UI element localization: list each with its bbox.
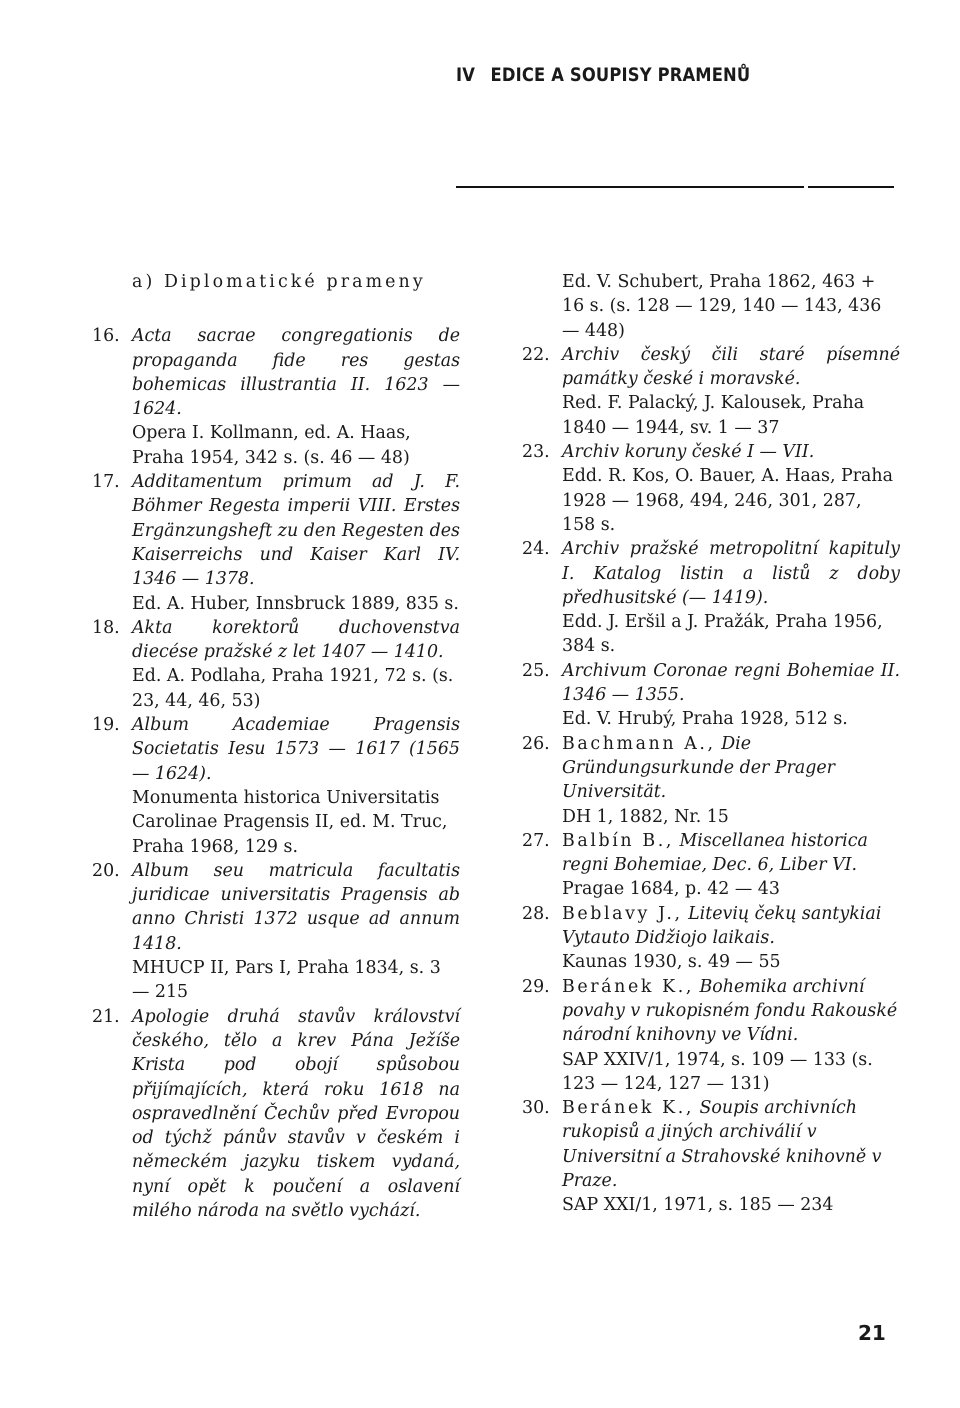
entry-title: Album Academiae Pragensis Societatis Iesu 1573 — 1617 (1565 — 1624). <box>132 715 460 784</box>
entry-number: 24. <box>522 539 550 560</box>
header-rule <box>456 186 804 188</box>
entry-number: 16. <box>92 326 120 347</box>
bibliography-entry <box>522 659 900 732</box>
bibliography-entry <box>522 343 900 440</box>
right-column <box>522 270 900 1218</box>
header-rule-end <box>808 186 894 188</box>
entry-imprint: MHUCP II, Pars I, Praha 1834, s. 3 — 215 <box>132 958 441 1003</box>
entry-author: Balbín B., <box>562 830 674 851</box>
entry-imprint-continued: Ed. V. Schubert, Praha 1862, 463 + 16 s. (s. 128 — 129, 140 — 143, 436 — 448) <box>562 272 882 341</box>
running-header <box>456 64 750 86</box>
entry-number: 30. <box>522 1098 550 1119</box>
entry-title: Archivum Coronae regni Bohemiae II. 1346 — 1355. <box>562 660 900 706</box>
entry-imprint: Opera I. Kollmann, ed. A. Haas, Praha 1954, 342 s. (s. 46 — 48) <box>132 423 411 468</box>
entry-number: 27. <box>522 830 550 851</box>
entry-title: Additamentum primum ad J. F. Böhmer Regesta imperii VIII. Erstes Ergänzungsheft zu den Regesten des Kaiserreichs und Kaiser Karl IV. 1346 — 1378. <box>132 472 460 590</box>
bibliography-entry <box>522 440 900 537</box>
entry-author: Bachmann A., <box>562 733 716 754</box>
section-heading: a) Diplomatické prameny <box>132 272 426 292</box>
entry-imprint: Red. F. Palacký, J. Kalousek, Praha 1840 — 1944, sv. 1 — 37 <box>562 393 865 438</box>
entry-imprint: Ed. V. Hrubý, Praha 1928, 512 s. <box>562 709 848 730</box>
entry-imprint: DH 1, 1882, Nr. 15 <box>562 806 729 827</box>
entry-body <box>562 829 900 878</box>
entry-title: Soupis archivních rukopisů a jiných archiválií v Universitní a Strahovské knihovně v Praze. <box>562 1098 882 1191</box>
entry-body <box>562 975 900 1048</box>
bibliography-entry <box>522 902 900 975</box>
bibliography-entry <box>522 732 900 829</box>
entry-number: 26. <box>522 733 550 754</box>
bibliography-entry <box>92 470 460 616</box>
entry-number: 23. <box>522 442 550 463</box>
bibliography-entry <box>522 1096 900 1217</box>
bibliography-entry <box>522 975 900 1096</box>
bibliography-entry <box>522 537 900 658</box>
entry-title: Archiv pražské metropolitní kapituly I. Katalog listin a listů z doby předhusitské (— 1419). <box>562 539 900 608</box>
bibliography-entry <box>92 713 460 859</box>
bibliography-entry <box>92 1005 460 1224</box>
entry-title: Die Gründungsurkunde der Prager Universität. <box>562 733 835 803</box>
chapter-title: EDICE A SOUPISY PRAMENŮ <box>490 64 751 86</box>
page-number: 21 <box>858 1321 886 1345</box>
entry-number: 20. <box>92 860 120 881</box>
entry-body <box>562 1096 900 1193</box>
entry-title: Album seu matricula facultatis juridicae universitatis Pragensis ab anno Christi 1372 usque ad annum 1418. <box>132 860 460 954</box>
entry-imprint: SAP XXI/1, 1971, s. 185 — 234 <box>562 1195 834 1216</box>
entry-number: 18. <box>92 617 120 638</box>
entry-number: 28. <box>522 903 550 924</box>
entry-imprint: Pragae 1684, p. 42 — 43 <box>562 879 780 900</box>
entry-imprint: Monumenta historica Universitatis Carolinae Pragensis II, ed. M. Truc, Praha 1968, 129 s. <box>132 787 448 857</box>
entry-title: Archiv český čili staré písemné památky české i moravské. <box>562 344 900 390</box>
entry-number: 21. <box>92 1006 120 1027</box>
entry-number: 19. <box>92 715 120 736</box>
entry-imprint: SAP XXIV/1, 1974, s. 109 — 133 (s. 123 — 124, 127 — 131) <box>562 1049 873 1094</box>
entry-title: Litevių čekų santykiai Vytauto Didžiojo laikais. <box>562 903 882 949</box>
entry-author: Beránek K., <box>562 1098 694 1119</box>
chapter-number: IV <box>456 64 476 86</box>
entry-body <box>562 902 900 951</box>
entry-author: Beblavy J., <box>562 903 683 924</box>
entry-title: Akta korektorů duchovenstva diecése pražské z let 1407 — 1410. <box>132 617 460 663</box>
entry-number: 25. <box>522 660 550 681</box>
left-column <box>92 270 460 1223</box>
entry-imprint: Kaunas 1930, s. 49 — 55 <box>562 952 781 973</box>
entry-body <box>562 732 900 805</box>
entry-imprint: Ed. A. Podlaha, Praha 1921, 72 s. (s. 23, 44, 46, 53) <box>132 666 454 711</box>
bibliography-entry <box>92 324 460 470</box>
entry-title: Archiv koruny české I — VII. <box>562 442 815 463</box>
bibliography-entry <box>92 859 460 1005</box>
entry-imprint: Edd. J. Eršil a J. Pražák, Praha 1956, 384 s. <box>562 612 883 657</box>
entry-title: Apologie druhá stavův království českého, tělo a krev Pána Ježíše Krista pod obojí spůsobou přijímajících, která roku 1618 na ospravedlnění Čechův před Evropou od týchž pánův stavův v českém i německém jazyku tiskem vydaná, nyní opět k poučení a oslavení milého národa na světlo vychází. <box>132 1006 460 1221</box>
entry-title: Acta sacrae congregationis de propaganda fide res gestas bohemicas illustrantia II. 1623 — 1624. <box>132 326 460 420</box>
entry-imprint: Edd. R. Kos, O. Bauer, A. Haas, Praha 1928 — 1968, 494, 246, 301, 287, 158 s. <box>562 466 893 535</box>
bibliography-entry <box>92 616 460 713</box>
entry-title: Bohemika archivní povahy v rukopisném fondu Rakouské národní knihovny ve Vídni. <box>562 976 898 1046</box>
entry-number: 29. <box>522 976 550 997</box>
entry-title: Miscellanea historica regni Bohemiae, Dec. 6, Liber VI. <box>562 830 868 876</box>
entry-imprint: Ed. A. Huber, Innsbruck 1889, 835 s. <box>132 593 459 614</box>
bibliography-entry <box>522 829 900 902</box>
entry-number: 17. <box>92 472 120 493</box>
entry-author: Beránek K., <box>562 976 694 997</box>
entry-number: 22. <box>522 344 550 365</box>
